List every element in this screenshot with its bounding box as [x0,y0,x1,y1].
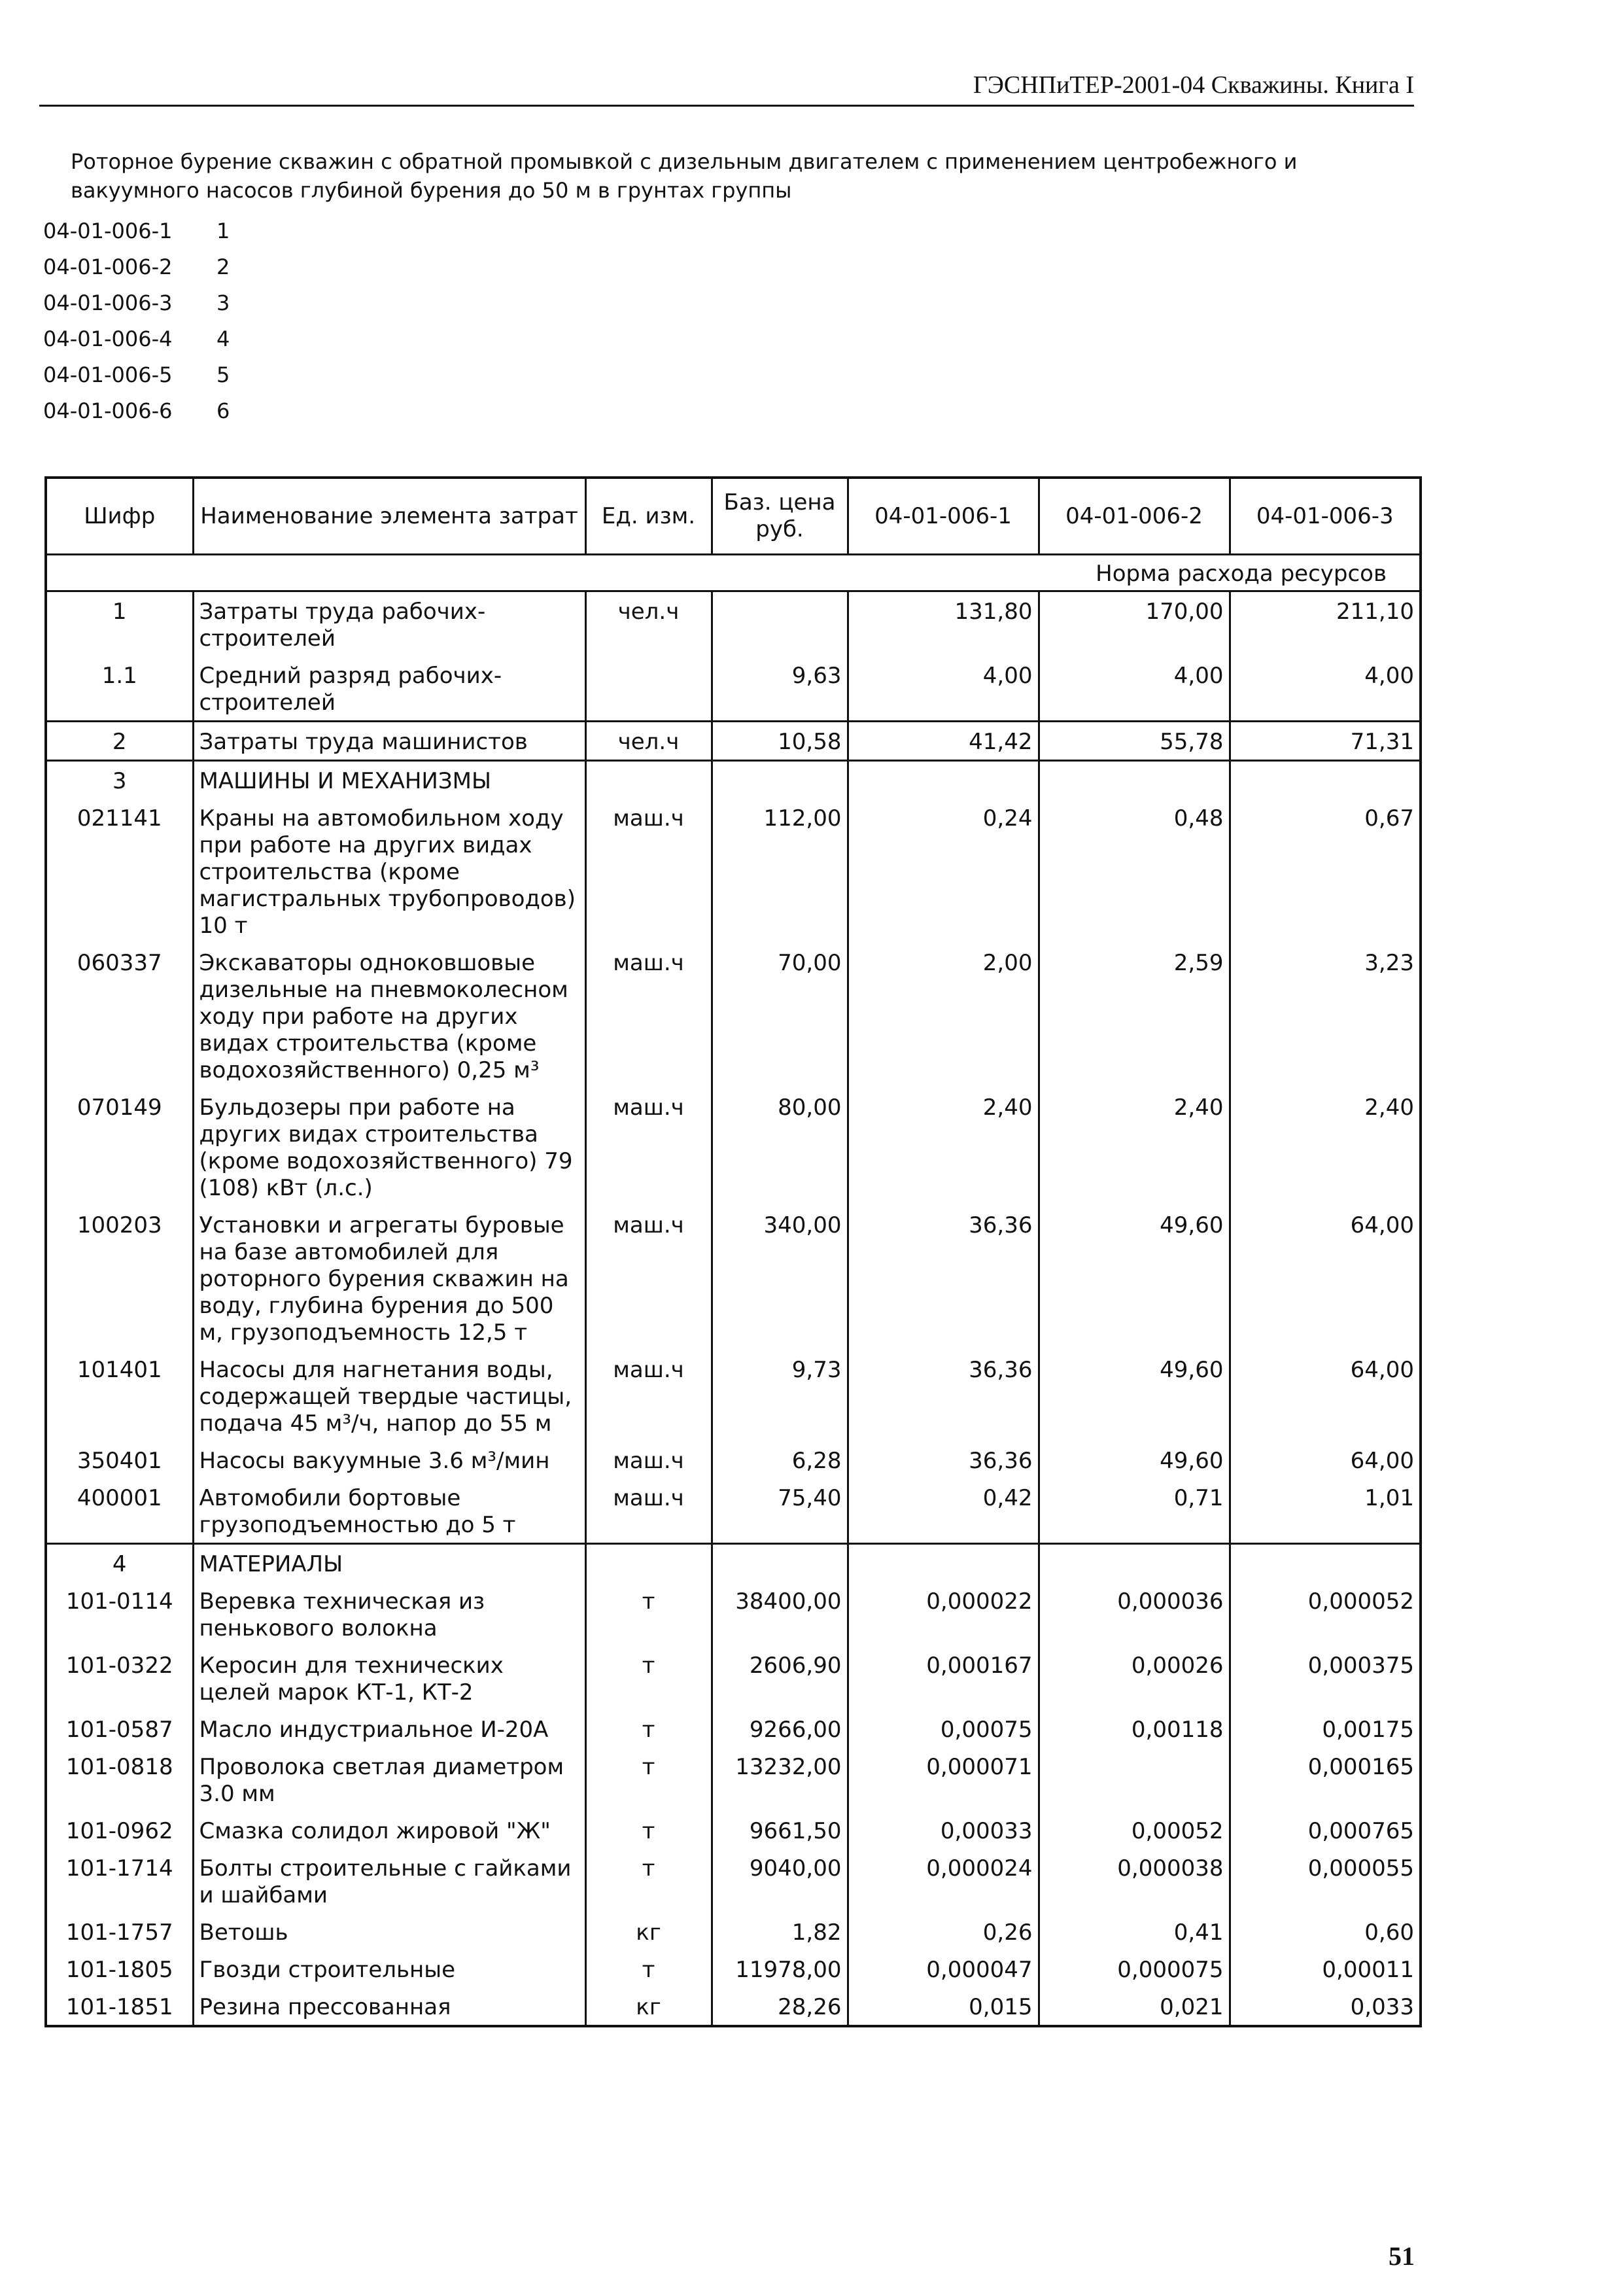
code-cell: 400001 [46,1479,193,1544]
table-row [46,1950,1421,1988]
code-cell: 021141 [46,799,193,943]
rate-3-cell: 0,000165 [1230,1747,1421,1812]
table-row [46,722,1421,761]
rate-3-cell [1230,761,1421,799]
unit-cell: т [585,1710,712,1747]
rate-1-cell: 0,42 [848,1479,1039,1544]
unit-cell: кг [585,1988,712,2026]
code-cell: 3 [46,761,193,799]
rate-3-cell: 64,00 [1230,1206,1421,1350]
code-cell: 1 [46,591,193,657]
col-header-price: Баз. цена руб. [712,478,848,555]
rate-3-cell: 0,033 [1230,1988,1421,2026]
col-header-code: Шифр [46,478,193,555]
rate-2-cell: 0,00052 [1039,1812,1230,1849]
table-row [46,1913,1421,1950]
code-list-item: 04-01-006-4 4 [43,326,230,351]
unit-cell: чел.ч [585,591,712,657]
rate-2-cell: 0,000038 [1039,1849,1230,1913]
rate-3-cell: 2,40 [1230,1088,1421,1206]
name-cell: Болты строительные с гайками и шайбами [193,1849,585,1913]
page-header [39,71,1414,107]
rate-1-cell: 0,26 [848,1913,1039,1950]
rate-3-cell: 0,67 [1230,799,1421,943]
rate-2-cell [1039,761,1230,799]
table-row [46,1479,1421,1544]
rate-3-cell: 211,10 [1230,591,1421,657]
unit-cell: маш.ч [585,1441,712,1479]
code-cell: 070149 [46,1088,193,1206]
name-cell: Смазка солидол жировой "Ж" [193,1812,585,1849]
table-row [46,1441,1421,1479]
code-cell: 101-1805 [46,1950,193,1988]
price-cell [712,1544,848,1583]
rate-2-cell: 0,71 [1039,1479,1230,1544]
name-cell: Веревка техническая из пенькового волокна [193,1582,585,1646]
table-row [46,1544,1421,1583]
table-body [46,591,1421,2027]
rate-2-cell [1039,1747,1230,1812]
name-cell: Затраты труда машинистов [193,722,585,761]
rate-1-cell: 4,00 [848,656,1039,722]
rate-1-cell: 0,00075 [848,1710,1039,1747]
price-cell: 9040,00 [712,1849,848,1913]
rate-1-cell [848,1544,1039,1583]
table-row [46,1350,1421,1441]
rate-2-cell: 0,000036 [1039,1582,1230,1646]
rate-2-cell: 49,60 [1039,1441,1230,1479]
table-row [46,761,1421,799]
rate-1-cell: 0,24 [848,799,1039,943]
name-cell: Масло индустриальное И-20А [193,1710,585,1747]
rate-1-cell: 0,000047 [848,1950,1039,1988]
rate-2-cell: 0,000075 [1039,1950,1230,1988]
price-cell [712,591,848,657]
rate-2-cell: 55,78 [1039,722,1230,761]
name-cell: Керосин для технических целей марок КТ-1, КТ-2 [193,1646,585,1710]
name-cell: МАШИНЫ И МЕХАНИЗМЫ [193,761,585,799]
unit-cell: маш.ч [585,943,712,1088]
rate-3-cell: 0,00011 [1230,1950,1421,1988]
name-cell: Бульдозеры при работе на других видах строительства (кроме водохозяйственного) 79 (108) кВт (л.с.) [193,1088,585,1206]
rate-1-cell: 0,000022 [848,1582,1039,1646]
unit-cell: т [585,1646,712,1710]
rate-1-cell: 0,000071 [848,1747,1039,1812]
col-header-rate-1: 04-01-006-1 [848,478,1039,555]
name-cell: Затраты труда рабочих-строителей [193,591,585,657]
table-row [46,1988,1421,2026]
price-cell: 9,73 [712,1350,848,1441]
unit-cell: маш.ч [585,1088,712,1206]
price-cell: 2606,90 [712,1646,848,1710]
unit-cell: маш.ч [585,1350,712,1441]
code-cell: 350401 [46,1441,193,1479]
rate-2-cell: 49,60 [1039,1350,1230,1441]
price-cell: 9661,50 [712,1812,848,1849]
unit-cell: кг [585,1913,712,1950]
col-header-rate-3: 04-01-006-3 [1230,478,1421,555]
unit-cell: т [585,1849,712,1913]
price-cell: 10,58 [712,722,848,761]
unit-cell: т [585,1812,712,1849]
table-row [46,1747,1421,1812]
code-cell: 101-0322 [46,1646,193,1710]
rate-1-cell: 0,000024 [848,1849,1039,1913]
name-cell: Ветошь [193,1913,585,1950]
rate-2-cell: 170,00 [1039,591,1230,657]
code-list-item: 04-01-006-5 5 [43,362,230,387]
name-cell: Резина прессованная [193,1988,585,2026]
name-cell: Гвозди строительные [193,1950,585,1988]
norm-row [46,555,1421,591]
rate-2-cell: 2,59 [1039,943,1230,1088]
rate-1-cell: 36,36 [848,1441,1039,1479]
name-cell: Краны на автомобильном ходу при работе на других видах строительства (кроме магистральных трубопроводов) 10 т [193,799,585,943]
intro-text: Роторное бурение скважин с обратной промывкой с дизельным двигателем с применением центробежного и вакуумного насосов глубиной бурения до 50 м в грунтах группы [71,149,1298,203]
name-cell: Экскаваторы одноковшовые дизельные на пневмоколесном ходу при работе на других видах строительства (кроме водохозяйственного) 0,25 м³ [193,943,585,1088]
rate-2-cell [1039,1544,1230,1583]
code-cell: 101-1851 [46,1988,193,2026]
table-row [46,1582,1421,1646]
rate-1-cell: 41,42 [848,722,1039,761]
code-cell: 101-1757 [46,1913,193,1950]
price-cell: 11978,00 [712,1950,848,1988]
code-cell: 101-0114 [46,1582,193,1646]
unit-cell: чел.ч [585,722,712,761]
code-list-item: 04-01-006-6 6 [43,398,230,423]
rate-3-cell: 3,23 [1230,943,1421,1088]
rate-3-cell: 0,000052 [1230,1582,1421,1646]
col-header-name: Наименование элемента затрат [193,478,585,555]
price-cell: 112,00 [712,799,848,943]
unit-cell: маш.ч [585,1479,712,1544]
name-cell: Проволока светлая диаметром 3.0 мм [193,1747,585,1812]
rate-2-cell: 4,00 [1039,656,1230,722]
table-row [46,656,1421,722]
rate-3-cell: 0,000055 [1230,1849,1421,1913]
name-cell: Насосы вакуумные 3.6 м³/мин [193,1441,585,1479]
price-cell: 28,26 [712,1988,848,2026]
rate-1-cell: 36,36 [848,1206,1039,1350]
unit-cell: т [585,1582,712,1646]
code-cell: 101-1714 [46,1849,193,1913]
table-row [46,1812,1421,1849]
rate-2-cell: 0,48 [1039,799,1230,943]
table-row [46,1088,1421,1206]
rate-1-cell: 131,80 [848,591,1039,657]
code-cell: 101-0818 [46,1747,193,1812]
name-cell: Установки и агрегаты буровые на базе автомобилей для роторного бурения скважин на воду, глубина бурения до 500 м, грузоподъемность 12,5 т [193,1206,585,1350]
rate-3-cell: 0,000765 [1230,1812,1421,1849]
code-list [43,213,230,429]
header-title: ГЭСНПиТЕР-2001-04 Скважины. Книга I [973,71,1414,99]
code-cell: 100203 [46,1206,193,1350]
rate-3-cell: 0,000375 [1230,1646,1421,1710]
unit-cell: т [585,1747,712,1812]
price-cell: 6,28 [712,1441,848,1479]
table-row [46,799,1421,943]
rate-1-cell: 2,00 [848,943,1039,1088]
rate-3-cell: 4,00 [1230,656,1421,722]
rate-3-cell: 71,31 [1230,722,1421,761]
name-cell: Насосы для нагнетания воды, содержащей твердые частицы, подача 45 м³/ч, напор до 55 м [193,1350,585,1441]
rate-2-cell: 0,021 [1039,1988,1230,2026]
unit-cell [585,1544,712,1583]
name-cell: Автомобили бортовые грузоподъемностью до 5 т [193,1479,585,1544]
price-cell [712,761,848,799]
code-cell: 1.1 [46,656,193,722]
price-cell: 340,00 [712,1206,848,1350]
norm-label: Норма расхода ресурсов [46,555,1421,591]
price-cell: 70,00 [712,943,848,1088]
rate-2-cell: 49,60 [1039,1206,1230,1350]
code-cell: 101401 [46,1350,193,1441]
table-row [46,1206,1421,1350]
rate-3-cell [1230,1544,1421,1583]
table-row [46,1710,1421,1747]
price-cell: 80,00 [712,1088,848,1206]
price-cell: 75,40 [712,1479,848,1544]
rate-3-cell: 0,60 [1230,1913,1421,1950]
code-cell: 4 [46,1544,193,1583]
rate-1-cell [848,761,1039,799]
table-row [46,1849,1421,1913]
name-cell: МАТЕРИАЛЫ [193,1544,585,1583]
rate-1-cell: 0,000167 [848,1646,1039,1710]
code-cell: 101-0587 [46,1710,193,1747]
price-cell: 13232,00 [712,1747,848,1812]
unit-cell [585,761,712,799]
rate-2-cell: 0,41 [1039,1913,1230,1950]
code-list-item: 04-01-006-2 2 [43,254,230,279]
table-row [46,1646,1421,1710]
code-cell: 060337 [46,943,193,1088]
table-row [46,943,1421,1088]
rate-2-cell: 0,00118 [1039,1710,1230,1747]
code-cell: 101-0962 [46,1812,193,1849]
rate-3-cell: 64,00 [1230,1350,1421,1441]
name-cell: Средний разряд рабочих-строителей [193,656,585,722]
rate-1-cell: 2,40 [848,1088,1039,1206]
rate-1-cell: 0,015 [848,1988,1039,2026]
col-header-rate-2: 04-01-006-2 [1039,478,1230,555]
price-cell: 9266,00 [712,1710,848,1747]
code-cell: 2 [46,722,193,761]
code-list-item: 04-01-006-3 3 [43,290,230,315]
rate-2-cell: 0,00026 [1039,1646,1230,1710]
rate-3-cell: 0,00175 [1230,1710,1421,1747]
col-header-unit: Ед. изм. [585,478,712,555]
unit-cell [585,656,712,722]
price-cell: 1,82 [712,1913,848,1950]
rate-3-cell: 64,00 [1230,1441,1421,1479]
resource-table [44,476,1422,2027]
rate-2-cell: 2,40 [1039,1088,1230,1206]
code-list-item: 04-01-006-1 1 [43,219,230,243]
rate-3-cell: 1,01 [1230,1479,1421,1544]
unit-cell: т [585,1950,712,1988]
rate-1-cell: 36,36 [848,1350,1039,1441]
price-cell: 38400,00 [712,1582,848,1646]
table-header-row [46,478,1421,555]
price-cell: 9,63 [712,656,848,722]
page-number: 51 [1389,2241,1415,2271]
table-row [46,591,1421,657]
unit-cell: маш.ч [585,799,712,943]
rate-1-cell: 0,00033 [848,1812,1039,1849]
unit-cell: маш.ч [585,1206,712,1350]
